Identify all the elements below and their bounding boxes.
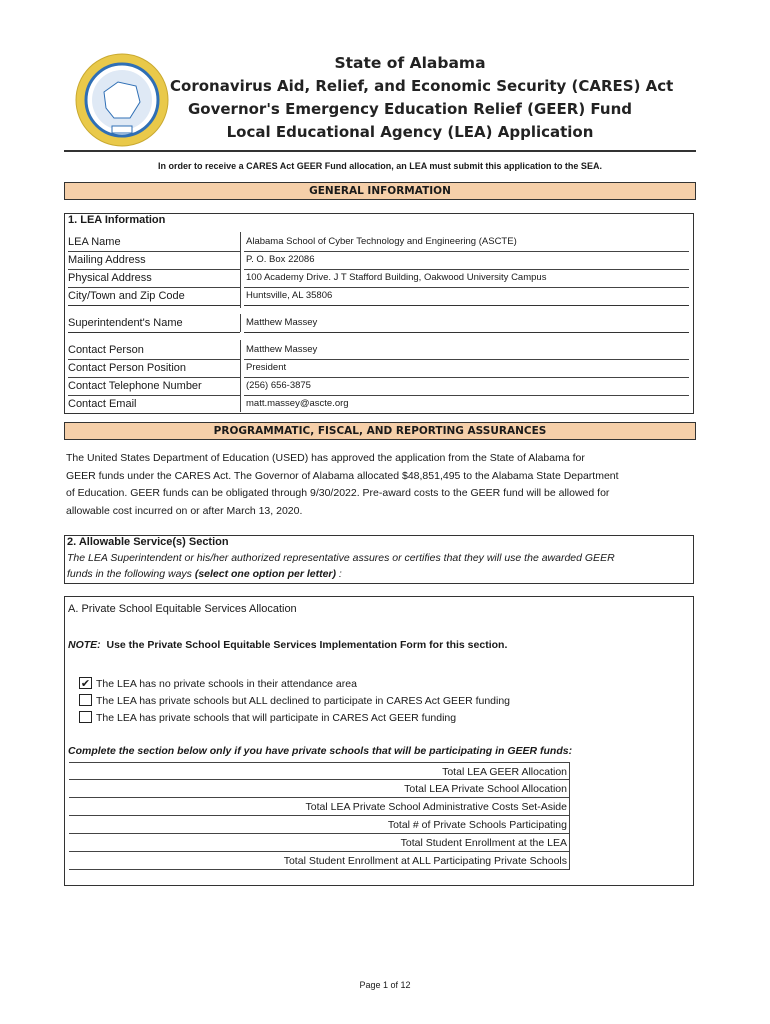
note-body: Use the Private School Equitable Services Implementation Form for this section.: [100, 639, 508, 651]
lea-name-label: LEA Name: [68, 233, 240, 252]
mailing-address-label: Mailing Address: [68, 251, 240, 270]
title-application: Local Educational Agency (LEA) Application: [226, 123, 594, 141]
private-school-title: A. Private School Equitable Services Allocation: [68, 603, 297, 615]
physical-address-label: Physical Address: [68, 269, 240, 288]
instruction-text: funds in the following ways: [67, 568, 195, 580]
instruction-suffix: :: [336, 568, 342, 580]
assurances-heading: PROGRAMMATIC, FISCAL, AND REPORTING ASSURANCES: [64, 422, 696, 440]
contact-email-row: [65, 395, 692, 413]
checkbox-checked-icon[interactable]: ✔: [80, 678, 91, 691]
allowable-services-section: [64, 535, 694, 584]
title-state: State of Alabama: [334, 54, 486, 72]
total-student-enrollment-private: Total Student Enrollment at ALL Participating Private Schools: [69, 852, 569, 870]
physical-address-field[interactable]: 100 Academy Drive. J T Stafford Building, Oakwood University Campus: [244, 269, 689, 288]
contact-person-field[interactable]: Matthew Massey: [244, 341, 689, 360]
option-will-participate[interactable]: [79, 711, 456, 725]
instruction-line-2: [67, 566, 615, 582]
contact-person-label: Contact Person: [68, 341, 240, 360]
mailing-address-row: [65, 251, 692, 269]
city-zip-field[interactable]: Huntsville, AL 35806: [244, 287, 689, 306]
state-seal-icon: [74, 52, 170, 148]
complete-section-note: Complete the section below only if you have private schools that will be participating in GEER funds:: [68, 745, 573, 757]
paragraph-line: allowable cost incurred on or after March 13, 2020.: [66, 504, 303, 517]
note-label: NOTE:: [68, 639, 101, 651]
superintendent-row: [65, 314, 692, 332]
total-student-enrollment-lea: Total Student Enrollment at the LEA: [69, 834, 569, 852]
contact-person-row: [65, 341, 692, 359]
title-act: Coronavirus Aid, Relief, and Economic Security (CARES) Act: [170, 77, 674, 95]
page-number: Page 1 of 12: [359, 980, 411, 990]
contact-phone-field[interactable]: (256) 656-3875: [244, 377, 689, 396]
option-all-declined[interactable]: [79, 694, 510, 708]
option-label: The LEA has private schools but ALL declined to participate in CARES Act GEER funding: [96, 695, 511, 707]
city-zip-row: [65, 287, 692, 305]
physical-address-row: [65, 269, 692, 287]
intro-text: In order to receive a CARES Act GEER Fund allocation, an LEA must submit this application to the SEA.: [158, 161, 602, 171]
contact-phone-row: [65, 377, 692, 395]
contact-position-label: Contact Person Position: [68, 359, 240, 378]
total-private-school-allocation: Total LEA Private School Allocation: [69, 780, 569, 798]
general-information-heading: GENERAL INFORMATION: [64, 182, 696, 200]
checkbox-icon[interactable]: [79, 694, 92, 706]
checkbox-icon[interactable]: [79, 711, 92, 723]
total-private-schools-participating: Total # of Private Schools Participating: [69, 816, 569, 834]
header-divider: [64, 150, 696, 152]
assurances-paragraph: [66, 450, 696, 520]
lea-information-section: [64, 213, 694, 414]
lea-name-row: [65, 233, 692, 251]
total-lea-geer-allocation: Total LEA GEER Allocation: [69, 762, 569, 780]
title-fund: Governor's Emergency Education Relief (GEER) Fund: [187, 100, 633, 118]
totals-column-divider: [569, 762, 570, 870]
private-school-section: [64, 596, 694, 886]
contact-email-label: Contact Email: [68, 398, 137, 410]
instruction-emphasis: (select one option per letter): [194, 568, 337, 580]
mailing-address-field[interactable]: P. O. Box 22086: [244, 251, 689, 270]
total-admin-costs-set-aside: Total LEA Private School Administrative Costs Set-Aside: [69, 798, 569, 816]
contact-email-field[interactable]: matt.massey@ascte.org: [246, 398, 349, 409]
note-text: [68, 639, 507, 651]
lea-name-field[interactable]: Alabama School of Cyber Technology and Engineering (ASCTE): [244, 233, 689, 252]
allowable-services-instructions: [67, 550, 615, 582]
superintendent-field[interactable]: Matthew Massey: [244, 314, 689, 333]
paragraph-line: GEER funds under the CARES Act. The Governor of Alabama allocated $48,851,495 to the Alabama State Department: [66, 469, 619, 482]
city-zip-label: City/Town and Zip Code: [68, 287, 240, 306]
option-no-private-schools[interactable]: [79, 677, 357, 691]
paragraph-line: The United States Department of Education (USED) has approved the application from the State of Alabama for: [66, 452, 585, 464]
contact-phone-label: Contact Telephone Number: [68, 377, 240, 396]
document-title-block: [170, 52, 674, 144]
option-label: The LEA has private schools that will participate in CARES Act GEER funding: [96, 712, 457, 724]
contact-position-field[interactable]: President: [244, 359, 689, 378]
superintendent-label: Superintendent's Name: [68, 314, 240, 333]
option-label: The LEA has no private schools in their attendance area: [96, 678, 357, 690]
paragraph-line: of Education. GEER funds can be obligated through 9/30/2022. Pre-award costs to the GEER fund will be allowed for: [66, 487, 610, 499]
lea-information-title: 1. LEA Information: [68, 214, 166, 226]
instruction-line: The LEA Superintendent or his/her authorized representative assures or certifies that they will use the awarded GEER: [67, 552, 615, 564]
contact-position-row: [65, 359, 692, 377]
allowable-services-title: 2. Allowable Service(s) Section: [67, 536, 229, 548]
